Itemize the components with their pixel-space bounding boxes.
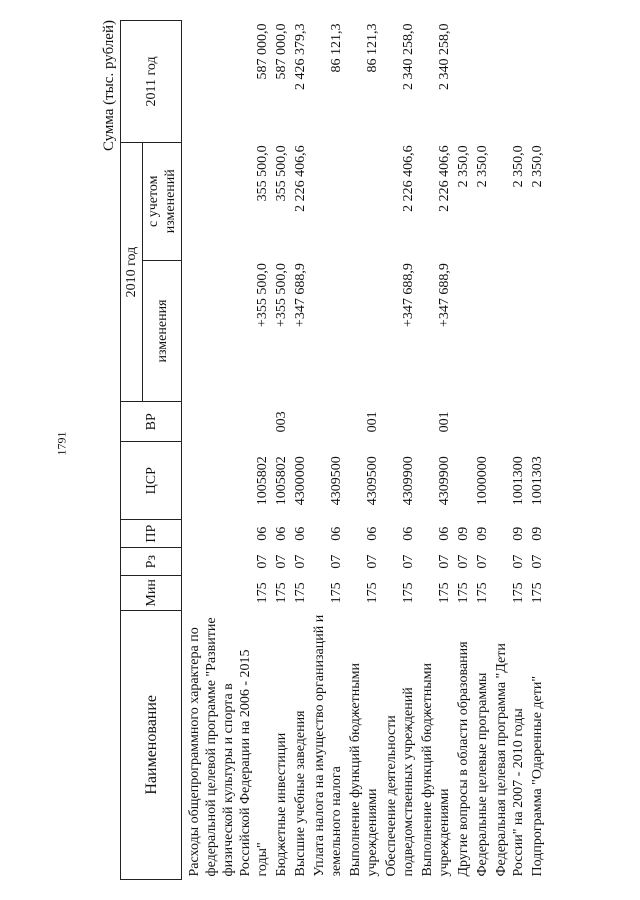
header-year-2011: 2011 год bbox=[121, 21, 182, 143]
row-csr: 4309500 bbox=[329, 456, 344, 506]
header-min: Мин bbox=[121, 576, 182, 610]
row-csr: 4300000 bbox=[293, 456, 308, 506]
row-rz: 07 bbox=[255, 554, 270, 569]
row-rz: 07 bbox=[274, 554, 289, 569]
row-min: 175 bbox=[293, 582, 308, 604]
row-rz: 07 bbox=[293, 554, 308, 569]
row-2011: 587 000,0 bbox=[255, 23, 270, 80]
row-pr: 06 bbox=[329, 526, 344, 541]
row-2011 bbox=[492, 21, 528, 143]
row-csr: 1001303 bbox=[530, 456, 545, 506]
row-vr bbox=[454, 402, 473, 442]
row-with-changes bbox=[346, 142, 382, 260]
row-2011: 86 121,3 bbox=[365, 23, 380, 73]
row-with-changes: 355 500,0 bbox=[274, 145, 289, 202]
row-changes bbox=[310, 260, 346, 402]
row-min: 175 bbox=[456, 582, 471, 604]
row-with-changes: 2 350,0 bbox=[530, 145, 545, 188]
row-rz: 07 bbox=[511, 554, 526, 569]
row-2011: 2 340 258,0 bbox=[437, 23, 452, 90]
page-number: 1791 bbox=[54, 431, 69, 456]
row-name: Подпрограмма "Одаренные дети" bbox=[530, 675, 545, 877]
table-row bbox=[310, 21, 346, 880]
row-vr: 001 bbox=[437, 411, 452, 433]
table-header bbox=[121, 21, 182, 880]
row-with-changes: 2 226 406,6 bbox=[293, 145, 308, 212]
row-changes: +355 500,0 bbox=[274, 263, 289, 328]
row-pr: 06 bbox=[365, 526, 380, 541]
row-name: Выполнение функций бюджетными учреждениями bbox=[420, 663, 452, 877]
header-year-2010: 2010 год bbox=[121, 142, 143, 402]
row-vr: 003 bbox=[274, 411, 289, 433]
row-pr: 09 bbox=[456, 526, 471, 541]
header-rz: Рз bbox=[121, 548, 182, 576]
row-vr bbox=[291, 402, 310, 442]
row-vr bbox=[382, 402, 418, 442]
row-min: 175 bbox=[437, 582, 452, 604]
row-2011 bbox=[473, 21, 492, 143]
row-name: Высшие учебные заведения bbox=[293, 710, 308, 877]
table-row bbox=[473, 21, 492, 880]
header-with-changes: с учетом изменений bbox=[143, 142, 182, 260]
header-name: Наименование bbox=[121, 610, 182, 879]
row-2011 bbox=[454, 21, 473, 143]
row-with-changes: 2 226 406,6 bbox=[401, 145, 416, 212]
table-row bbox=[492, 21, 528, 880]
row-rz: 07 bbox=[475, 554, 490, 569]
row-csr bbox=[454, 442, 473, 520]
row-rz: 07 bbox=[401, 554, 416, 569]
row-csr: 4309500 bbox=[365, 456, 380, 506]
row-with-changes: 2 350,0 bbox=[456, 145, 471, 188]
row-vr bbox=[473, 402, 492, 442]
row-name: Обеспечение деятельности подведомственных учреждений bbox=[384, 687, 416, 877]
table-row bbox=[346, 21, 382, 880]
row-2011 bbox=[528, 21, 547, 143]
row-csr: 1001300 bbox=[511, 456, 526, 506]
row-with-changes: 2 350,0 bbox=[475, 145, 490, 188]
row-csr: 1000000 bbox=[475, 456, 490, 506]
row-rz: 07 bbox=[437, 554, 452, 569]
table-row bbox=[528, 21, 547, 880]
row-min: 175 bbox=[329, 582, 344, 604]
row-2011: 2 340 258,0 bbox=[401, 23, 416, 90]
budget-table bbox=[120, 20, 547, 880]
row-2011: 2 426 379,3 bbox=[293, 23, 308, 90]
row-vr bbox=[528, 402, 547, 442]
row-changes bbox=[473, 260, 492, 402]
row-changes bbox=[492, 260, 528, 402]
row-with-changes: 2 350,0 bbox=[511, 145, 526, 188]
row-changes: +347 688,9 bbox=[293, 263, 308, 328]
row-min: 175 bbox=[365, 582, 380, 604]
row-min: 175 bbox=[511, 582, 526, 604]
row-name: Уплата налога на имущество организаций и земельного налога bbox=[312, 614, 344, 877]
row-pr: 06 bbox=[255, 526, 270, 541]
row-name: Бюджетные инвестиции bbox=[274, 732, 289, 877]
table-row bbox=[454, 21, 473, 880]
row-with-changes: 355 500,0 bbox=[255, 145, 270, 202]
row-vr bbox=[492, 402, 528, 442]
row-changes: +347 688,9 bbox=[401, 263, 416, 328]
row-vr bbox=[182, 402, 273, 442]
row-name: Выполнение функций бюджетными учреждениями bbox=[348, 663, 380, 877]
row-vr bbox=[310, 402, 346, 442]
row-changes: +347 688,9 bbox=[437, 263, 452, 328]
row-changes bbox=[454, 260, 473, 402]
row-csr: 1005802 bbox=[255, 456, 270, 506]
header-vr: ВР bbox=[121, 402, 182, 442]
row-rz: 07 bbox=[530, 554, 545, 569]
row-pr: 06 bbox=[293, 526, 308, 541]
row-name: Федеральная целевая программа "Дети России" на 2007 - 2010 годы bbox=[494, 643, 526, 877]
row-pr: 06 bbox=[437, 526, 452, 541]
table-body bbox=[182, 21, 548, 880]
unit-caption: Сумма (тыс. рублей) bbox=[101, 20, 117, 152]
table-row bbox=[182, 21, 273, 880]
row-2011: 587 000,0 bbox=[274, 23, 289, 80]
row-min: 175 bbox=[255, 582, 270, 604]
row-name: Расходы общепрограммного характера по федеральной целевой программе "Развитие физической культуры и спорта в Российской Федерации на 2006 - 2015 годы" bbox=[187, 617, 270, 877]
row-min: 175 bbox=[401, 582, 416, 604]
row-min: 175 bbox=[475, 582, 490, 604]
table-row bbox=[272, 21, 291, 880]
row-changes bbox=[346, 260, 382, 402]
row-2011: 86 121,3 bbox=[329, 23, 344, 73]
table-row bbox=[418, 21, 454, 880]
row-min: 175 bbox=[274, 582, 289, 604]
row-with-changes: 2 226 406,6 bbox=[437, 145, 452, 212]
table-row bbox=[291, 21, 310, 880]
row-name: Другие вопросы в области образования bbox=[456, 641, 471, 877]
row-pr: 09 bbox=[530, 526, 545, 541]
row-pr: 09 bbox=[475, 526, 490, 541]
row-pr: 06 bbox=[274, 526, 289, 541]
row-min: 175 bbox=[530, 582, 545, 604]
row-pr: 09 bbox=[511, 526, 526, 541]
row-changes: +355 500,0 bbox=[255, 263, 270, 328]
header-changes: изменения bbox=[143, 260, 182, 402]
row-name: Федеральные целевые программы bbox=[475, 672, 490, 877]
row-pr: 06 bbox=[401, 526, 416, 541]
row-rz: 07 bbox=[365, 554, 380, 569]
rotated-sheet bbox=[100, 20, 600, 880]
header-csr: ЦСР bbox=[121, 442, 182, 520]
row-csr: 4309900 bbox=[437, 456, 452, 506]
row-csr: 1005802 bbox=[274, 456, 289, 506]
header-pr: ПР bbox=[121, 520, 182, 548]
row-changes bbox=[528, 260, 547, 402]
table-row bbox=[382, 21, 418, 880]
row-rz: 07 bbox=[329, 554, 344, 569]
row-csr: 4309900 bbox=[401, 456, 416, 506]
row-with-changes bbox=[310, 142, 346, 260]
row-vr: 001 bbox=[365, 411, 380, 433]
row-rz: 07 bbox=[456, 554, 471, 569]
